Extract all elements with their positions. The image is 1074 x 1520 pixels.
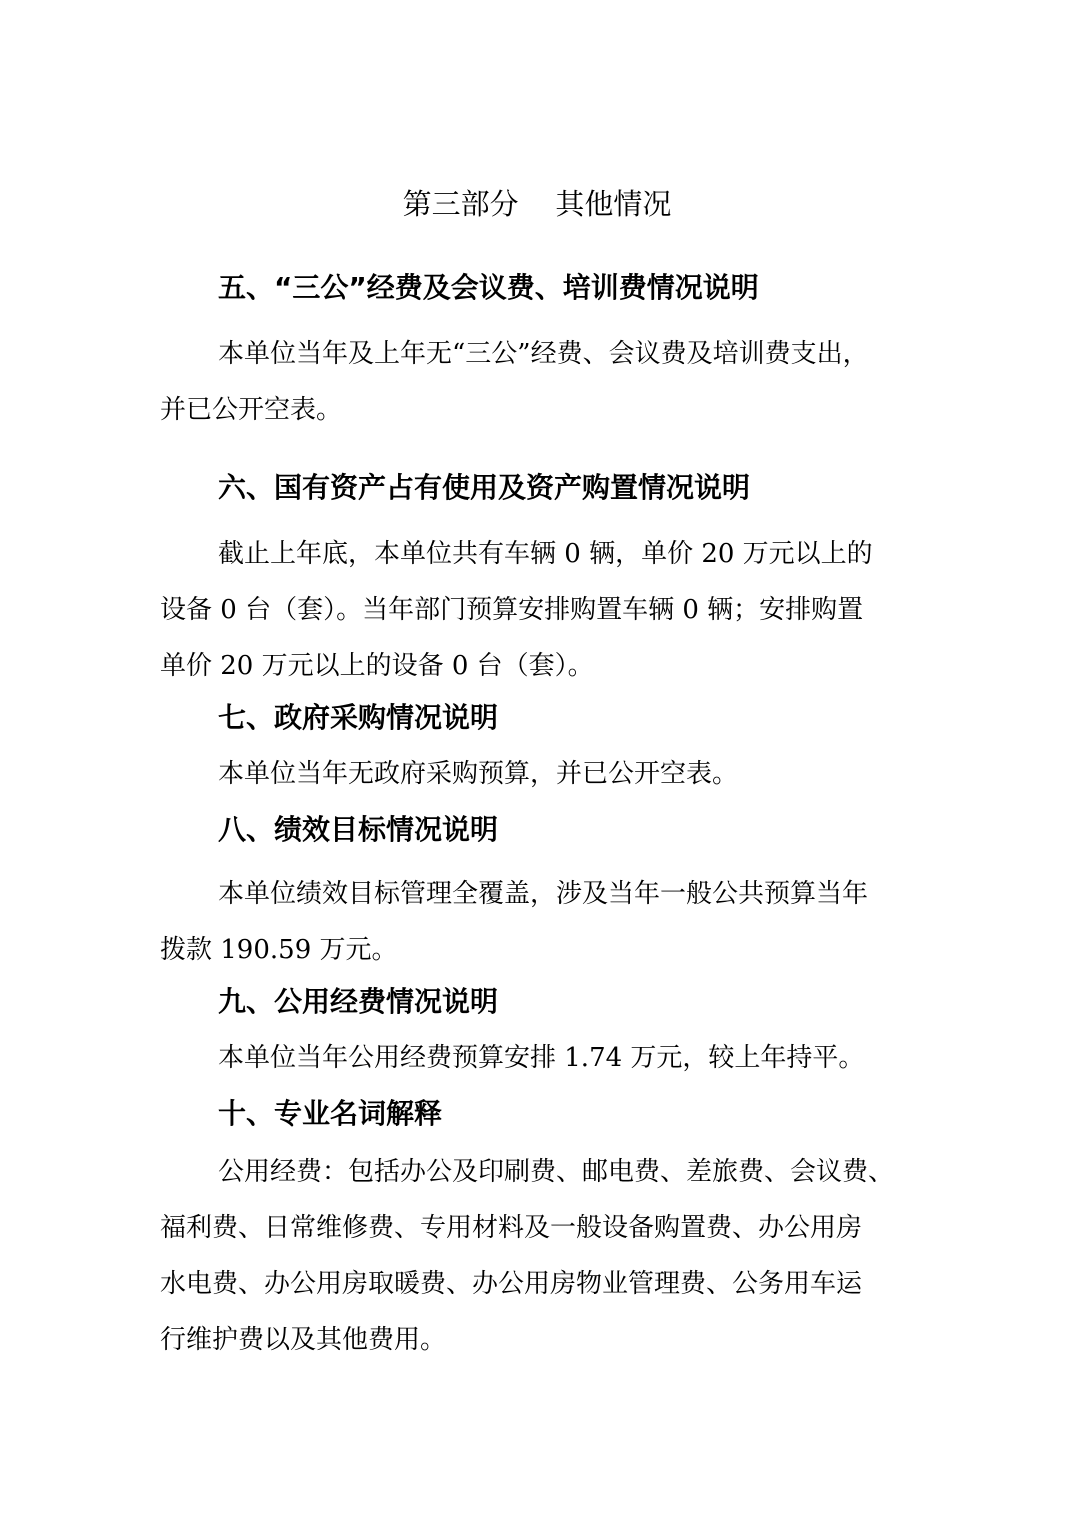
paragraph-line: 拨款 190.59 万元。 bbox=[160, 935, 398, 965]
paragraph-line: 并已公开空表。 bbox=[160, 395, 343, 425]
paragraph-line: 本单位当年公用经费预算安排 1.74 万元，较上年持平。 bbox=[218, 1043, 865, 1073]
paragraph-line: 本单位绩效目标管理全覆盖，涉及当年一般公共预算当年 bbox=[218, 879, 869, 909]
section-heading-6: 六、国有资产占有使用及资产购置情况说明 bbox=[218, 471, 751, 504]
paragraph-line: 设备 0 台（套）。当年部门预算安排购置车辆 0 辆；安排购置 bbox=[160, 595, 864, 625]
section-heading-10: 十、专业名词解释 bbox=[218, 1097, 443, 1130]
paragraph-line: 单价 20 万元以上的设备 0 台（套）。 bbox=[160, 651, 594, 681]
paragraph-line: 福利费、日常维修费、专用材料及一般设备购置费、办公用房 bbox=[160, 1213, 863, 1243]
section-heading-7: 七、政府采购情况说明 bbox=[218, 701, 499, 734]
page-title: 第三部分 其他情况 bbox=[402, 187, 672, 221]
section-heading-5: 五、“三公”经费及会议费、培训费情况说明 bbox=[218, 271, 759, 304]
section-heading-9: 九、公用经费情况说明 bbox=[218, 985, 499, 1018]
paragraph-line: 公用经费：包括办公及印刷费、邮电费、差旅费、会议费、 bbox=[218, 1157, 895, 1187]
paragraph-line: 截止上年底，本单位共有车辆 0 辆，单价 20 万元以上的 bbox=[218, 539, 873, 569]
paragraph-line: 水电费、办公用房取暖费、办公用房物业管理费、公务用车运 bbox=[160, 1269, 863, 1299]
paragraph-line: 本单位当年及上年无“三公”经费、会议费及培训费支出， bbox=[218, 339, 869, 369]
paragraph-line: 行维护费以及其他费用。 bbox=[160, 1325, 447, 1355]
section-heading-8: 八、绩效目标情况说明 bbox=[218, 813, 499, 846]
paragraph-line: 本单位当年无政府采购预算，并已公开空表。 bbox=[218, 759, 739, 789]
